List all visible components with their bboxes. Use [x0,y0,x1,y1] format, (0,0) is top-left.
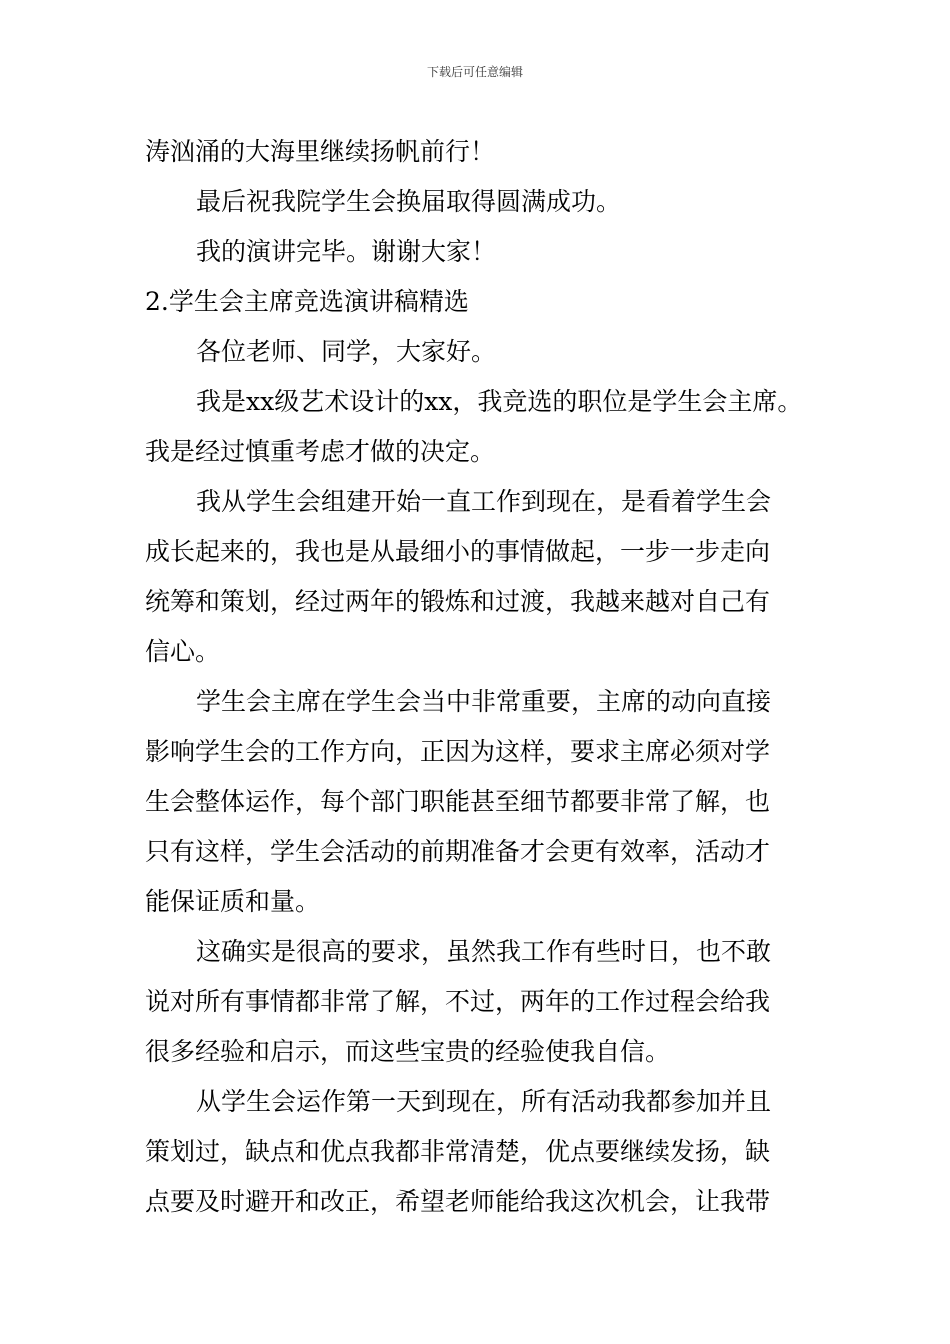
text-line: 很多经验和启示，而这些宝贵的经验使我自信。 [145,1037,671,1066]
text-line: 我是经过慎重考虑才做的决定。 [145,437,496,466]
text-line: 我从学生会组建开始一直工作到现在，是看着学生会 [196,487,772,516]
text-line: 影响学生会的工作方向，正因为这样，要求主席必须对学 [145,737,771,766]
text-line: 点要及时避开和改正，希望老师能给我这次机会，让我带 [145,1187,771,1216]
text-line: 策划过，缺点和优点我都非常清楚，优点要继续发扬，缺 [145,1137,771,1166]
page-header-note: 下载后可任意编辑 [426,65,523,79]
section-heading: 2.学生会主席竞选演讲稿精选 [145,287,469,316]
text-line: 生会整体运作，每个部门职能甚至细节都要非常了解，也 [145,787,771,816]
text-line: 从学生会运作第一天到现在，所有活动我都参加并且 [196,1087,772,1116]
text-line: 能保证质和量。 [145,887,321,916]
text-line: 只有这样，学生会活动的前期准备才会更有效率，活动才 [145,837,771,866]
text-line: 我的演讲完毕。谢谢大家！ [196,237,497,266]
text-line: 最后祝我院学生会换届取得圆满成功。 [196,187,622,216]
text-line: 我是xx级艺术设计的xx，我竞选的职位是学生会主席。 [196,387,803,416]
document-body [145,127,810,1227]
text-line: 成长起来的，我也是从最细小的事情做起，一步一步走向 [145,537,771,566]
text-line: 统筹和策划，经过两年的锻炼和过渡，我越来越对自己有 [145,587,771,616]
text-line: 学生会主席在学生会当中非常重要，主席的动向直接 [196,687,772,716]
text-line: 信心。 [145,637,221,666]
text-line: 涛汹涌的大海里继续扬帆前行！ [145,137,496,166]
text-line: 各位老师、同学，大家好。 [196,337,497,366]
text-line: 说对所有事情都非常了解，不过，两年的工作过程会给我 [145,987,771,1016]
text-line: 这确实是很高的要求，虽然我工作有些时日，也不敢 [196,937,772,966]
